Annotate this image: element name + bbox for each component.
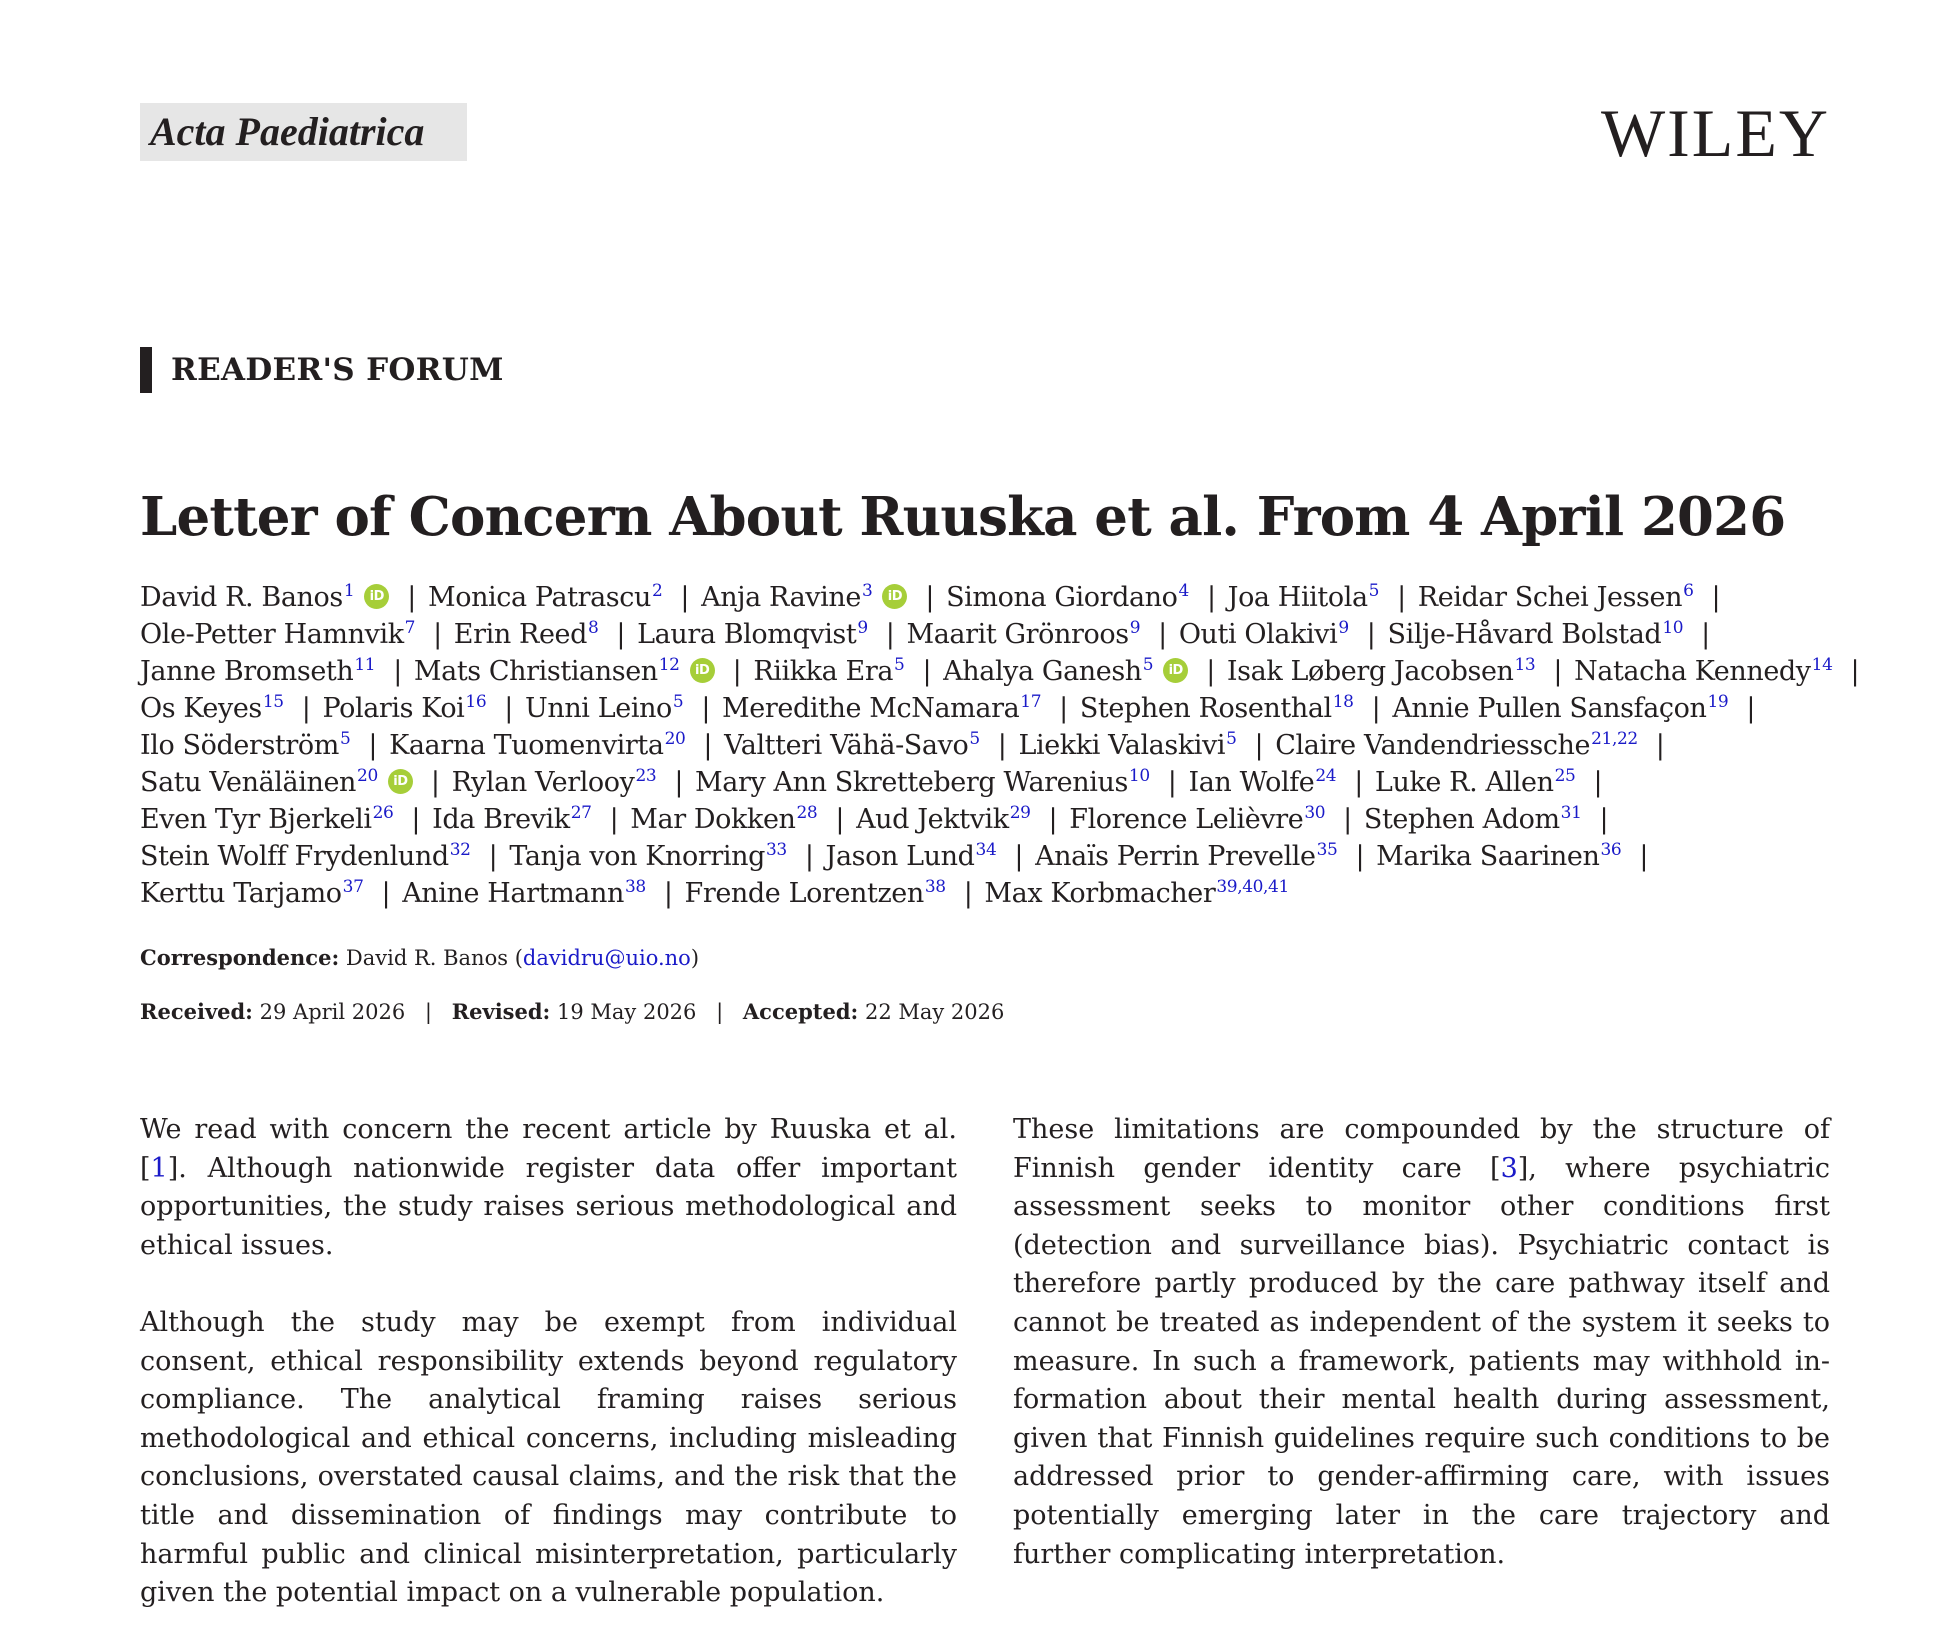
author-line [140, 653, 1860, 690]
affiliation-link[interactable]: 4 [1178, 581, 1189, 601]
author-name: Mar Dokken [630, 804, 796, 835]
author [389, 730, 685, 761]
author [1387, 619, 1683, 650]
author [432, 804, 591, 835]
journal-name: Acta Paediatrica [140, 103, 467, 161]
author [1375, 767, 1576, 798]
author-name: Anja Ravine [701, 582, 861, 613]
author [695, 767, 1150, 798]
author-line [140, 764, 1840, 801]
affiliation-link[interactable]: 38 [924, 877, 946, 897]
affiliation-link[interactable]: 1 [343, 581, 355, 601]
author-separator: | [407, 582, 416, 613]
author-name: Kaarna Tuomenvirta [389, 730, 664, 761]
author [1227, 656, 1535, 687]
affiliation-link[interactable]: 11 [354, 655, 376, 675]
author [943, 656, 1188, 687]
author-name: Rylan Verlooy [451, 767, 635, 798]
affiliation-link[interactable]: 28 [796, 803, 818, 823]
author-name: Anaïs Perrin Prevelle [1035, 841, 1316, 872]
author-name: Claire Vandendriessche [1275, 730, 1591, 761]
correspondence-close-paren: ) [690, 946, 700, 970]
author-line [140, 616, 1840, 653]
author-separator: | [1206, 656, 1215, 687]
article-title: Letter of Concern About Ruuska et al. From 4 April 2026 [140, 486, 1786, 548]
author [140, 656, 375, 687]
author-separator: | [1711, 582, 1721, 613]
affiliation-link[interactable]: 9 [857, 618, 868, 638]
author-separator: | [963, 878, 973, 909]
author-name: Joa Hiitola [1227, 582, 1368, 613]
author-separator: | [488, 841, 498, 872]
affiliation-link[interactable]: 32 [449, 840, 471, 860]
author-name: Ida Brevik [432, 804, 570, 835]
author [1392, 693, 1728, 724]
author-name: Florence Lelièvre [1069, 804, 1304, 835]
author [724, 730, 980, 761]
revised-date: 19 May 2026 [557, 1000, 697, 1024]
author [1188, 767, 1336, 798]
affiliation-link[interactable]: 16 [465, 692, 487, 712]
author [637, 619, 868, 650]
author-separator: | [1355, 841, 1365, 872]
affiliation-link[interactable]: 5 [1142, 655, 1154, 675]
author-separator: | [1553, 656, 1563, 687]
author-separator: | [368, 730, 378, 761]
author [906, 619, 1140, 650]
author-separator: | [804, 841, 814, 872]
affiliation-link[interactable]: 6 [1683, 581, 1694, 601]
affiliation-link[interactable]: 35 [1316, 840, 1338, 860]
author-name: David R. Banos [140, 582, 343, 613]
accepted-date: 22 May 2026 [864, 1000, 1005, 1024]
author-separator: | [1746, 693, 1756, 724]
author-separator: | [411, 804, 421, 835]
affiliation-link[interactable]: 5 [894, 655, 905, 675]
citation-link[interactable]: 3 [1500, 1152, 1518, 1184]
author-name: Reidar Schei Jessen [1417, 582, 1683, 613]
orcid-icon[interactable]: iD [364, 584, 389, 609]
author [946, 582, 1189, 613]
body-paragraph: We read with concern the recent article by Ruuska et al. [1]. Although nationwide register data offer important opportunities, the study raises serious methodological and ethical issues. [140, 1114, 957, 1261]
author-name: Isak Løberg Jacobsen [1226, 656, 1514, 687]
author-separator: | [1206, 582, 1216, 613]
author-separator: | [1639, 841, 1649, 872]
author-name: Max Korbmacher [984, 878, 1216, 909]
author-name: Liekki Valaskivi [1018, 730, 1226, 761]
author [826, 841, 997, 872]
body-column-right [1013, 1111, 1830, 1613]
author-separator: | [674, 767, 684, 798]
author-separator: | [925, 582, 935, 613]
author [140, 841, 471, 872]
author-separator: | [430, 767, 440, 798]
author-name: Luke R. Allen [1374, 767, 1554, 798]
author-name: Anine Hartmann [402, 878, 624, 909]
author [1418, 582, 1694, 613]
affiliation-link[interactable]: 9 [1129, 618, 1141, 638]
affiliation-link[interactable]: 5 [1368, 581, 1380, 601]
date-separator: | [716, 1000, 724, 1024]
author-separator: | [922, 656, 932, 687]
author-separator: | [1366, 619, 1376, 650]
author-name: Riikka Era [753, 656, 894, 687]
author [1574, 656, 1832, 687]
author [454, 619, 599, 650]
author-separator: | [1343, 804, 1352, 835]
author-name: Monica Patrascu [427, 582, 651, 613]
author [402, 878, 646, 909]
author [1179, 619, 1349, 650]
author-separator: | [732, 656, 742, 687]
affiliation-link[interactable]: 18 [1332, 692, 1354, 712]
author [1376, 841, 1621, 872]
author-name: Meredithe McNamara [722, 693, 1020, 724]
author [1364, 804, 1582, 835]
author [140, 767, 413, 798]
affiliation-link[interactable]: 2 [651, 581, 663, 601]
author-name: Kerttu Tarjamo [140, 878, 342, 909]
affiliation-link[interactable]: 24 [1315, 766, 1337, 786]
author-line [140, 801, 1840, 838]
author-separator: | [701, 693, 711, 724]
affiliation-link[interactable]: 25 [1554, 766, 1576, 786]
affiliation-link[interactable]: 20 [357, 766, 378, 786]
affiliation-link[interactable]: 38 [624, 877, 646, 897]
author-name: Even Tyr Bjerkeli [140, 804, 372, 835]
author-name: Ilo Söderström [140, 730, 339, 761]
author [1275, 730, 1638, 761]
affiliation-link[interactable]: 19 [1707, 692, 1729, 712]
author-separator: | [393, 656, 402, 687]
author-separator: | [663, 878, 673, 909]
orcid-icon[interactable]: iD [1163, 658, 1188, 683]
author-separator: | [609, 804, 619, 835]
author-separator: | [997, 730, 1007, 761]
affiliation-link[interactable]: 34 [975, 840, 997, 860]
orcid-icon[interactable]: iD [388, 769, 413, 794]
received-label: Received: [140, 999, 253, 1024]
affiliation-link[interactable]: 29 [1009, 803, 1031, 823]
author [414, 656, 715, 687]
author-separator: | [504, 693, 513, 724]
author-name: Stein Wolff Frydenlund [140, 841, 449, 872]
affiliation-link[interactable]: 31 [1560, 803, 1582, 823]
author-name: Simona Giordano [946, 582, 1178, 613]
affiliation-link[interactable]: 20 [664, 729, 686, 749]
affiliation-link[interactable]: 27 [570, 803, 592, 823]
author-separator: | [1593, 767, 1603, 798]
author-separator: | [433, 619, 442, 650]
author-list [140, 579, 1860, 912]
body-paragraph: These limitations are compounded by the structure of Finnish gender identity care [3], where psychiatric assessment seeks to monitor other conditions first (detection and surveillance bias). Psychiatric contact is therefore partly produced by the care pathway itself and cannot be treated as independent of the system it seeks to measure. In such a framework, patients may withhold information about their mental health during assessment, given that Finnish guidelines require such conditions to be addressed prior to gender-affirming care, with issues potentially emerging later in the care trajectory and further complicating interpretation. [1013, 1114, 1830, 1570]
revised-label: Revised: [451, 999, 551, 1024]
author [140, 693, 284, 724]
author [1069, 804, 1325, 835]
article-dates [140, 997, 1004, 1027]
author-separator: | [1371, 693, 1381, 724]
author-separator: | [1048, 804, 1058, 835]
author [140, 878, 364, 909]
correspondence-open-paren: ( [514, 946, 523, 970]
author-separator: | [1354, 767, 1363, 798]
author [722, 693, 1041, 724]
author [1018, 730, 1236, 761]
affiliation-link[interactable]: 26 [372, 803, 394, 823]
author-name: Mats Christiansen [413, 656, 658, 687]
author [428, 582, 662, 613]
author-line [140, 579, 1840, 616]
author [140, 804, 393, 835]
affiliation-link[interactable]: 23 [635, 766, 657, 786]
author [1035, 841, 1337, 872]
affiliation-link[interactable]: 5 [1226, 729, 1237, 749]
author-name: Aud Jektvik [856, 804, 1009, 835]
author [322, 693, 486, 724]
affiliation-link[interactable]: 21,22 [1591, 729, 1638, 749]
author-line [140, 838, 1840, 875]
author [1228, 582, 1379, 613]
author-separator: | [885, 619, 895, 650]
affiliation-link[interactable]: 3 [861, 581, 873, 601]
author-name: Marika Saarinen [1376, 841, 1600, 872]
affiliation-link[interactable]: 33 [765, 840, 787, 860]
author-name: Maarit Grönroos [906, 619, 1129, 650]
author-separator: | [1158, 619, 1167, 650]
author-name: Frende Lorentzen [684, 878, 924, 909]
author-separator: | [835, 804, 845, 835]
author [452, 767, 657, 798]
affiliation-link[interactable]: 39,40,41 [1216, 877, 1289, 897]
affiliation-link[interactable]: 13 [1514, 655, 1536, 675]
correspondence [140, 943, 699, 973]
affiliation-link[interactable]: 10 [1128, 766, 1150, 786]
citation-link[interactable]: 1 [150, 1152, 168, 1184]
author-name: Ole-Petter Hamnvik [140, 619, 404, 650]
author [856, 804, 1030, 835]
correspondence-email-link[interactable]: davidru@uio.no [522, 946, 691, 970]
author [630, 804, 817, 835]
publisher-logo: WILEY [1600, 95, 1830, 171]
author-name: Ahalya Ganesh [943, 656, 1142, 687]
author-separator: | [1397, 582, 1406, 613]
correspondence-name: David R. Banos [345, 946, 509, 970]
affiliation-link[interactable]: 10 [1662, 618, 1684, 638]
author [140, 582, 389, 613]
author-name: Silje-Håvard Bolstad [1387, 619, 1662, 650]
author-name: Ian Wolfe [1188, 767, 1315, 798]
affiliation-link[interactable]: 9 [1338, 618, 1349, 638]
affiliation-link[interactable]: 17 [1020, 692, 1042, 712]
author-separator: | [1599, 804, 1609, 835]
affiliation-link[interactable]: 36 [1600, 840, 1622, 860]
author-separator: | [1254, 730, 1264, 761]
body-paragraph: Although the study may be exempt from individual consent, ethical responsibility extends beyond regulatory compliance. The analytical framing raises serious methodological and ethical concerns, including misleading conclusions, overstated causal claims, and the risk that the title and dissemination of findings may contribute to harmful public and clinical misinterpretation, particularly given the potential impact on a vulnerable population. [140, 1306, 957, 1609]
author [509, 841, 787, 872]
author-line [140, 727, 1840, 764]
author [1080, 693, 1354, 724]
date-separator: | [424, 1000, 432, 1024]
author-name: Laura Blomqvist [637, 619, 857, 650]
correspondence-label: Correspondence: [140, 945, 340, 970]
author-name: Tanja von Knorring [509, 841, 765, 872]
affiliation-link[interactable]: 7 [404, 618, 416, 638]
affiliation-link[interactable]: 37 [342, 877, 364, 897]
author [140, 730, 350, 761]
affiliation-link[interactable]: 5 [339, 729, 351, 749]
author-name: Os Keyes [140, 693, 262, 724]
author-line [140, 875, 1840, 912]
author-line [140, 690, 1840, 727]
author-separator: | [616, 619, 626, 650]
author [685, 878, 946, 909]
author-name: Stephen Rosenthal [1079, 693, 1332, 724]
author-name: Unni Leino [524, 693, 672, 724]
author-name: Janne Bromseth [140, 656, 354, 687]
author-name: Stephen Adom [1363, 804, 1560, 835]
affiliation-link[interactable]: 14 [1811, 655, 1833, 675]
affiliation-link[interactable]: 5 [969, 729, 980, 749]
author-separator: | [1059, 693, 1068, 724]
author-separator: | [301, 693, 311, 724]
body-column-left [140, 1111, 957, 1651]
author-name: Jason Lund [825, 841, 975, 872]
section-label: READER'S FORUM [140, 347, 504, 393]
author-name: Satu Venäläinen [140, 767, 357, 798]
author-separator: | [1014, 841, 1024, 872]
author [753, 656, 904, 687]
author [984, 878, 1288, 909]
author-name: Erin Reed [453, 619, 587, 650]
author-separator: | [680, 582, 690, 613]
author-name: Natacha Kennedy [1574, 656, 1811, 687]
orcid-icon[interactable]: iD [882, 584, 907, 609]
affiliation-link[interactable]: 5 [672, 692, 684, 712]
author-name: Valtteri Vähä-Savo [724, 730, 969, 761]
affiliation-link[interactable]: 15 [262, 692, 284, 712]
author-separator: | [381, 878, 391, 909]
author [525, 693, 683, 724]
author-separator: | [1850, 656, 1860, 687]
author-name: Annie Pullen Sansfaçon [1392, 693, 1707, 724]
author-separator: | [1655, 730, 1665, 761]
author-name: Mary Ann Skretteberg Warenius [695, 767, 1128, 798]
received-date: 29 April 2026 [259, 1000, 406, 1024]
affiliation-link[interactable]: 30 [1304, 803, 1326, 823]
orcid-icon[interactable]: iD [690, 658, 715, 683]
accepted-label: Accepted: [742, 999, 859, 1024]
author [140, 619, 415, 650]
affiliation-link[interactable]: 8 [588, 618, 599, 638]
author-name: Polaris Koi [322, 693, 465, 724]
author-separator: | [1167, 767, 1177, 798]
affiliation-link[interactable]: 12 [658, 655, 680, 675]
author [701, 582, 907, 613]
author-separator: | [703, 730, 713, 761]
author-separator: | [1701, 619, 1710, 650]
author-name: Outi Olakivi [1178, 619, 1338, 650]
